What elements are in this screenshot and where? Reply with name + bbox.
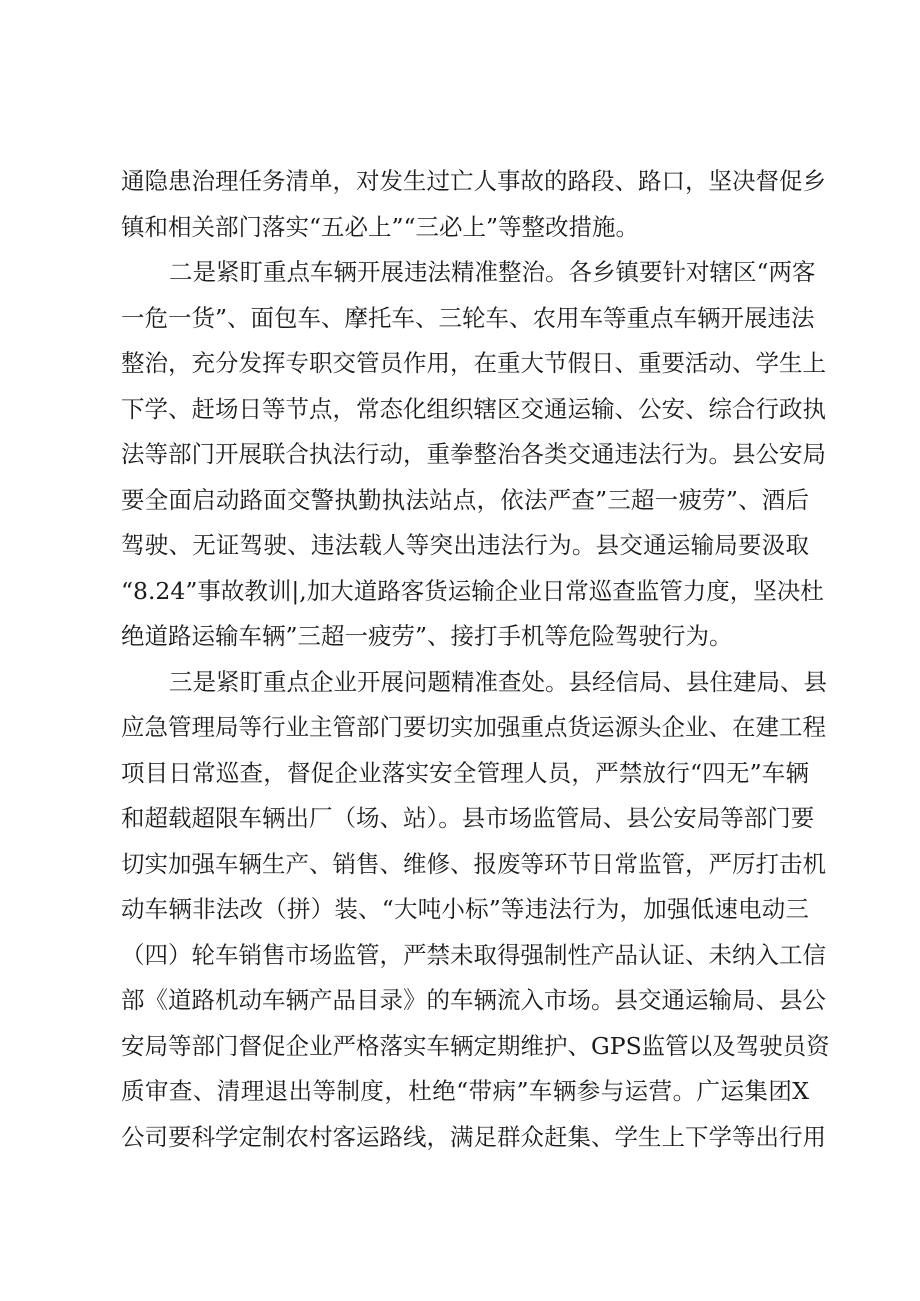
paragraph-line: （四）轮车销售市场监管，严禁未取得强制性产品认证、未纳入工信	[121, 940, 826, 969]
paragraph-line: 应急管理局等行业主管部门要切实加强重点货运源头企业、在建工程	[121, 713, 826, 741]
paragraph-line: 和超载超限车辆出厂（场、站）。县市场监管局、县公安局等部门要	[121, 804, 815, 832]
paragraph-line: 部《道路机动车辆产品目录》的车辆流入市场。县交通运输局、县公	[121, 986, 826, 1014]
paragraph-line: 通隐患治理任务清单，对发生过亡人事故的路段、路口，坚决督促乡	[121, 167, 826, 195]
paragraph-line: 驾驶、无证驾驶、违法载人等突出违法行为。县交通运输局要汲取	[121, 531, 809, 559]
paragraph-line: 安局等部门督促企业严格落实车辆定期维护、GPS监管以及驾驶员资	[121, 1031, 830, 1060]
paragraph-line: 镇和相关部门落实“五必上”“三必上”等整改措施。	[121, 212, 640, 241]
paragraph-line: 一危一货”、面包车、摩托车、三轮车、农用车等重点车辆开展违法	[121, 303, 815, 332]
paragraph-line: 动车辆非法改（拼）装、“大吨小标”等违法行为，加强低速电动三	[121, 895, 809, 923]
paragraph-line: “8.24”事故教训|,加大道路客货运输企业日常巡查监管力度，坚决杜	[121, 576, 824, 605]
paragraph-line: 绝道路运输车辆”三超一疲劳”、接打手机等危险驾驶行为。	[121, 622, 733, 650]
paragraph-line: 质审查、清理退出等制度，杜绝“带病”车辆参与运营。广运集团X	[121, 1077, 809, 1105]
paragraph-line: 项目日常巡查，督促企业落实安全管理人员，严禁放行“四无”车辆	[121, 758, 809, 787]
paragraph-line: 下学、赶场日等节点，常态化组织辖区交通运输、公安、综合行政执	[121, 394, 826, 423]
document-body	[121, 159, 830, 1160]
paragraph-line: 切实加强车辆生产、销售、维修、报废等环节日常监管，严厉打击机	[121, 849, 826, 878]
paragraph-line: 三是紧盯重点企业开展问题精准查处。县经信局、县住建局、县	[169, 667, 827, 696]
paragraph-line: 二是紧盯重点车辆开展违法精准整治。各乡镇要针对辖区“两客	[169, 258, 816, 286]
paragraph-line: 公司要科学定制农村客运路线，满足群众赶集、学生上下学等出行用	[121, 1122, 826, 1151]
paragraph-line: 整治，充分发挥专职交管员作用，在重大节假日、重要活动、学生上	[121, 349, 826, 377]
paragraph-line: 要全面启动路面交警执勤执法站点，依法严查”三超一疲劳”、酒后	[121, 485, 809, 514]
paragraph-line: 法等部门开展联合执法行动，重拳整治各类交通违法行为。县公安局	[121, 440, 826, 468]
